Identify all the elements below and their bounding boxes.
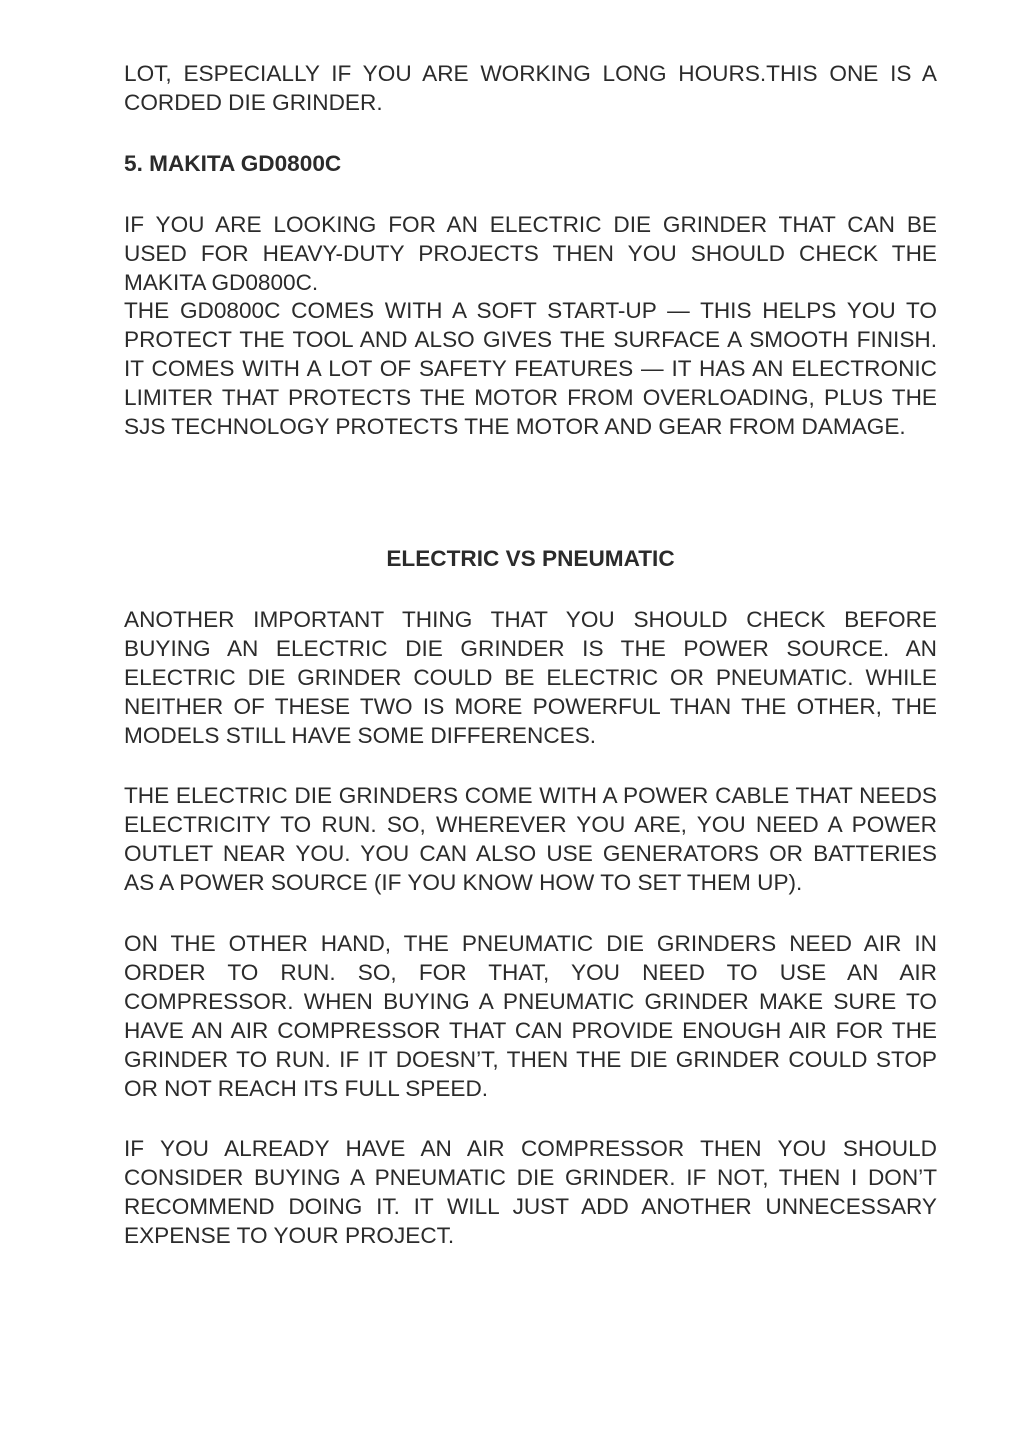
section-paragraph-4: IF YOU ALREADY HAVE AN AIR COMPRESSOR THEN YOU SHOULD CONSIDER BUYING A PNEUMATIC DIE GRINDER. IF NOT, THEN I DON’T RECOMMEND DOING IT. IT WILL JUST ADD ANOTHER UNNECESSARY EXPENSE TO YOUR PROJECT.: [124, 1136, 937, 1249]
section-paragraph-2: THE ELECTRIC DIE GRINDERS COME WITH A POWER CABLE THAT NEEDS ELECTRICITY TO RUN. SO, WHEREVER YOU ARE, YOU NEED A POWER OUTLET NEAR YOU. YOU CAN ALSO USE GENERATORS OR BATTERIES AS A POWER SOURCE (IF YOU KNOW HOW TO SET THEM UP).: [124, 783, 937, 896]
section-paragraph-1: ANOTHER IMPORTANT THING THAT YOU SHOULD CHECK BEFORE BUYING AN ELECTRIC DIE GRINDER IS THE POWER SOURCE. AN ELECTRIC DIE GRINDER COULD BE ELECTRIC OR PNEUMATIC. WHILE NEITHER OF THESE TWO IS MORE POWERFUL THAN THE OTHER, THE MODELS STILL HAVE SOME DIFFERENCES.: [124, 606, 937, 748]
section-paragraph-3: ON THE OTHER HAND, THE PNEUMATIC DIE GRINDERS NEED AIR IN ORDER TO RUN. SO, FOR THAT, YOU NEED TO USE AN AIR COMPRESSOR. WHEN BUYING A PNEUMATIC GRINDER MAKE SURE TO HAVE AN AIR COMPRESSOR THAT CAN PROVIDE ENOUGH AIR FOR THE GRINDER TO RUN. IF IT DOESN’T, THEN THE DIE GRINDER COULD STOP OR NOT REACH ITS FULL SPEED.: [124, 931, 937, 1101]
section-heading: ELECTRIC VS PNEUMATIC: [386, 545, 675, 571]
product-paragraph-1: IF YOU ARE LOOKING FOR AN ELECTRIC DIE GRINDER THAT CAN BE USED FOR HEAVY-DUTY PROJECTS THEN YOU SHOULD CHECK THE MAKITA GD0800C.: [124, 211, 937, 295]
product-heading: 5. MAKITA GD0800C: [124, 150, 342, 176]
document-page: [124, 60, 937, 1251]
intro-paragraph: LOT, ESPECIALLY IF YOU ARE WORKING LONG HOURS.THIS ONE IS A CORDED DIE GRINDER.: [124, 61, 937, 115]
product-paragraph-2: THE GD0800C COMES WITH A SOFT START-UP — THIS HELPS YOU TO PROTECT THE TOOL AND ALSO GIVES THE SURFACE A SMOOTH FINISH. IT COMES WITH A LOT OF SAFETY FEATURES — IT HAS AN ELECTRONIC LIMITER THAT PROTECTS THE MOTOR FROM OVERLOADING, PLUS THE SJS TECHNOLOGY PROTECTS THE MOTOR AND GEAR FROM DAMAGE.: [124, 298, 937, 440]
